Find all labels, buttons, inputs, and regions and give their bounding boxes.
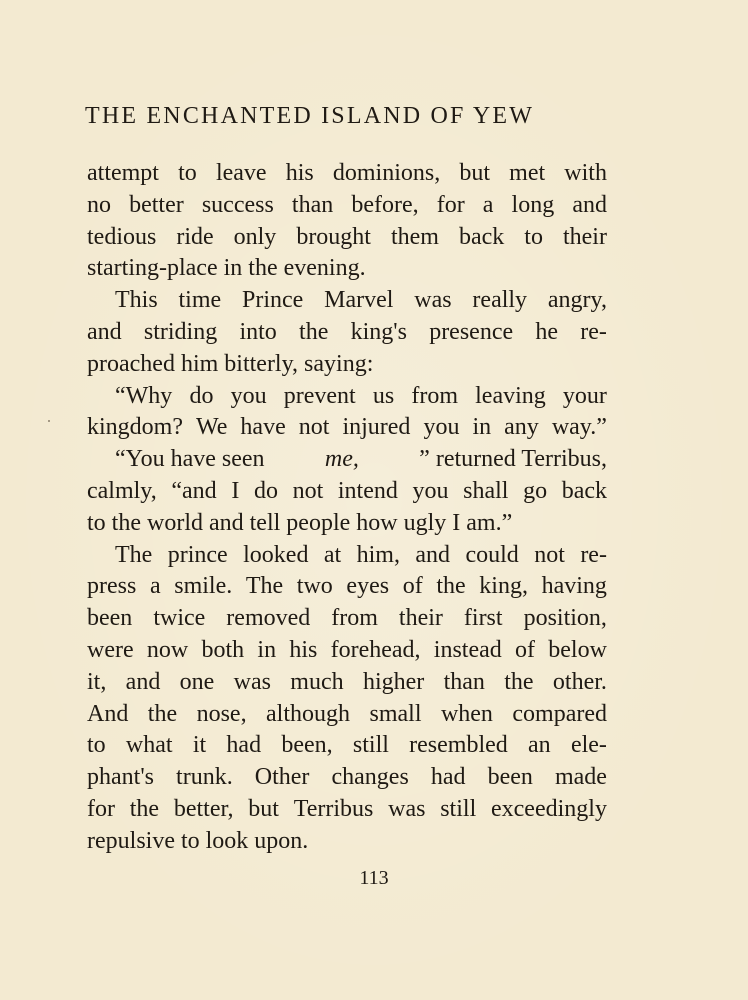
word: his [285,160,314,186]
text-line [87,730,607,762]
word: he [535,318,559,345]
word: with [564,160,607,186]
word: re- [580,541,607,568]
word: tedious [87,223,157,250]
word: prevent [283,382,356,409]
text-span: proached him bitterly, saying: [87,350,374,377]
word: leaving [475,382,546,409]
word: not [292,477,324,504]
word: changes [331,764,409,791]
word: to [87,732,106,759]
word: one [179,668,215,695]
word: was [388,795,426,822]
word: only [233,223,277,250]
text-line [87,412,607,444]
word: The [245,573,284,600]
word: looked [243,541,309,568]
word: from [411,382,458,409]
word: the [129,795,160,822]
word: eyes [346,573,390,600]
word: intend [337,477,398,504]
word: striding [143,318,218,345]
word: before, [351,191,419,218]
text-line [87,603,607,635]
emphasis-text: me, [324,446,359,473]
word: not [298,414,330,441]
word: to [524,223,543,250]
word: calmly, [87,477,157,504]
text-line [87,635,607,667]
word: press [87,573,137,600]
word: had [430,764,466,791]
text-line [87,826,607,858]
word: long [511,191,555,218]
word: dominions, [332,160,441,186]
word: resembled [409,732,508,759]
word: time [178,287,222,314]
text-line [87,699,607,731]
word: it [192,732,207,759]
word: king, [479,573,528,600]
word: could [465,541,519,568]
word: prince [167,541,228,568]
word: do [253,477,278,504]
word: kingdom? [87,414,183,441]
word: below [548,636,607,663]
word: made [554,764,607,791]
word: success [201,191,274,218]
word: in [257,636,277,663]
text-line [87,444,607,476]
text-line [87,317,607,349]
word: a [482,191,494,218]
word: still [440,795,477,822]
word: the [299,318,329,345]
word: than [291,191,334,218]
word: leave [215,160,267,186]
word: Terribus [293,795,374,822]
word: angry, [547,287,607,314]
word: instead [433,636,502,663]
word: you [412,477,449,504]
word: been, [281,732,333,759]
word: the [436,573,466,600]
text-line [87,571,607,603]
word: when [440,700,493,727]
text-line [87,253,607,285]
word: us [372,382,395,409]
text-line [87,762,607,794]
word: back [458,223,505,250]
word: it, [87,668,107,695]
text-span: starting-place in the evening. [87,255,366,282]
word: phant's [87,764,154,791]
text-line [87,667,607,699]
word: was [233,668,271,695]
word: having [541,573,607,600]
body-text [87,158,607,858]
text-line [87,285,607,317]
text-span: to the world and tell people how ugly I am.” [87,509,513,536]
word: I [231,477,240,504]
word: other. [552,668,607,695]
word: to [178,160,197,186]
word: and [125,668,161,695]
word: of [515,636,536,663]
word: still [352,732,389,759]
word: And [87,700,129,727]
word: compared [512,700,607,727]
word: no [87,191,111,218]
word: much [290,668,344,695]
word: forehead, [330,636,421,663]
word: ele- [570,732,607,759]
word: although [266,700,351,727]
word: removed [226,605,311,632]
word: better, [173,795,234,822]
word: Other [254,764,310,791]
text-span: ” returned Terribus, [419,446,607,473]
word: really [472,287,528,314]
word: of [402,573,423,600]
text-span: “You have seen [115,446,265,473]
word: met [509,160,546,186]
word: for [436,191,465,218]
word: them [390,223,439,250]
word: “Why [115,382,173,409]
word: nose, [196,700,247,727]
word: been [87,605,133,632]
word: at [323,541,342,568]
word: your [562,382,607,409]
word: now [146,636,189,663]
word: into [239,318,277,345]
word: higher [362,668,425,695]
word: what [125,732,173,759]
word: go [523,477,548,504]
text-line [87,381,607,413]
text-line [87,476,607,508]
word: brought [296,223,371,250]
word: you [423,414,460,441]
word: two [296,573,333,600]
word: in [472,414,492,441]
word: small [369,700,422,727]
word: had [226,732,262,759]
word: not [534,541,565,568]
word: the [147,700,178,727]
word: injured [342,414,411,441]
word: an [528,732,551,759]
text-line [87,349,607,381]
text-line [87,794,607,826]
word: ride [176,223,214,250]
text-line [87,508,607,540]
word: way.” [551,414,607,441]
word: were [87,636,134,663]
word: attempt [87,160,159,186]
word: Prince [241,287,304,314]
text-line [87,158,607,190]
word: first [463,605,503,632]
text-line [87,222,607,254]
word: any [504,414,539,441]
word: from [331,605,378,632]
word: for [87,795,115,822]
word: their [562,223,607,250]
word: Marvel [324,287,394,314]
word: him, [356,541,400,568]
word: you [230,382,267,409]
word: exceedingly [491,795,607,822]
word: The [115,541,153,568]
page-number: 113 [359,867,389,889]
word: was [414,287,452,314]
word: shall [463,477,509,504]
word: do [189,382,214,409]
word: than [443,668,485,695]
word: both [201,636,245,663]
word: trunk. [176,764,233,791]
word: re- [580,318,607,345]
word: king's [350,318,407,345]
word: but [248,795,279,822]
word: but [459,160,491,186]
text-span: repulsive to look upon. [87,827,309,854]
running-head: THE ENCHANTED ISLAND OF YEW [85,103,535,129]
text-line [87,540,607,572]
word: his [289,636,318,663]
word: twice [153,605,206,632]
word: position, [523,605,607,632]
word: and [572,191,607,218]
word: This [115,287,158,314]
word: back [561,477,607,504]
text-line [87,190,607,222]
word: have [240,414,286,441]
paper-spot [48,420,50,422]
word: their [398,605,443,632]
word: been [487,764,533,791]
word: We [196,414,228,441]
word: and [415,541,451,568]
word: smile. [174,573,233,600]
word: and [87,318,122,345]
word: “and [171,477,217,504]
word: better [129,191,184,218]
word: presence [429,318,514,345]
word: the [504,668,534,695]
word: a [149,573,161,600]
